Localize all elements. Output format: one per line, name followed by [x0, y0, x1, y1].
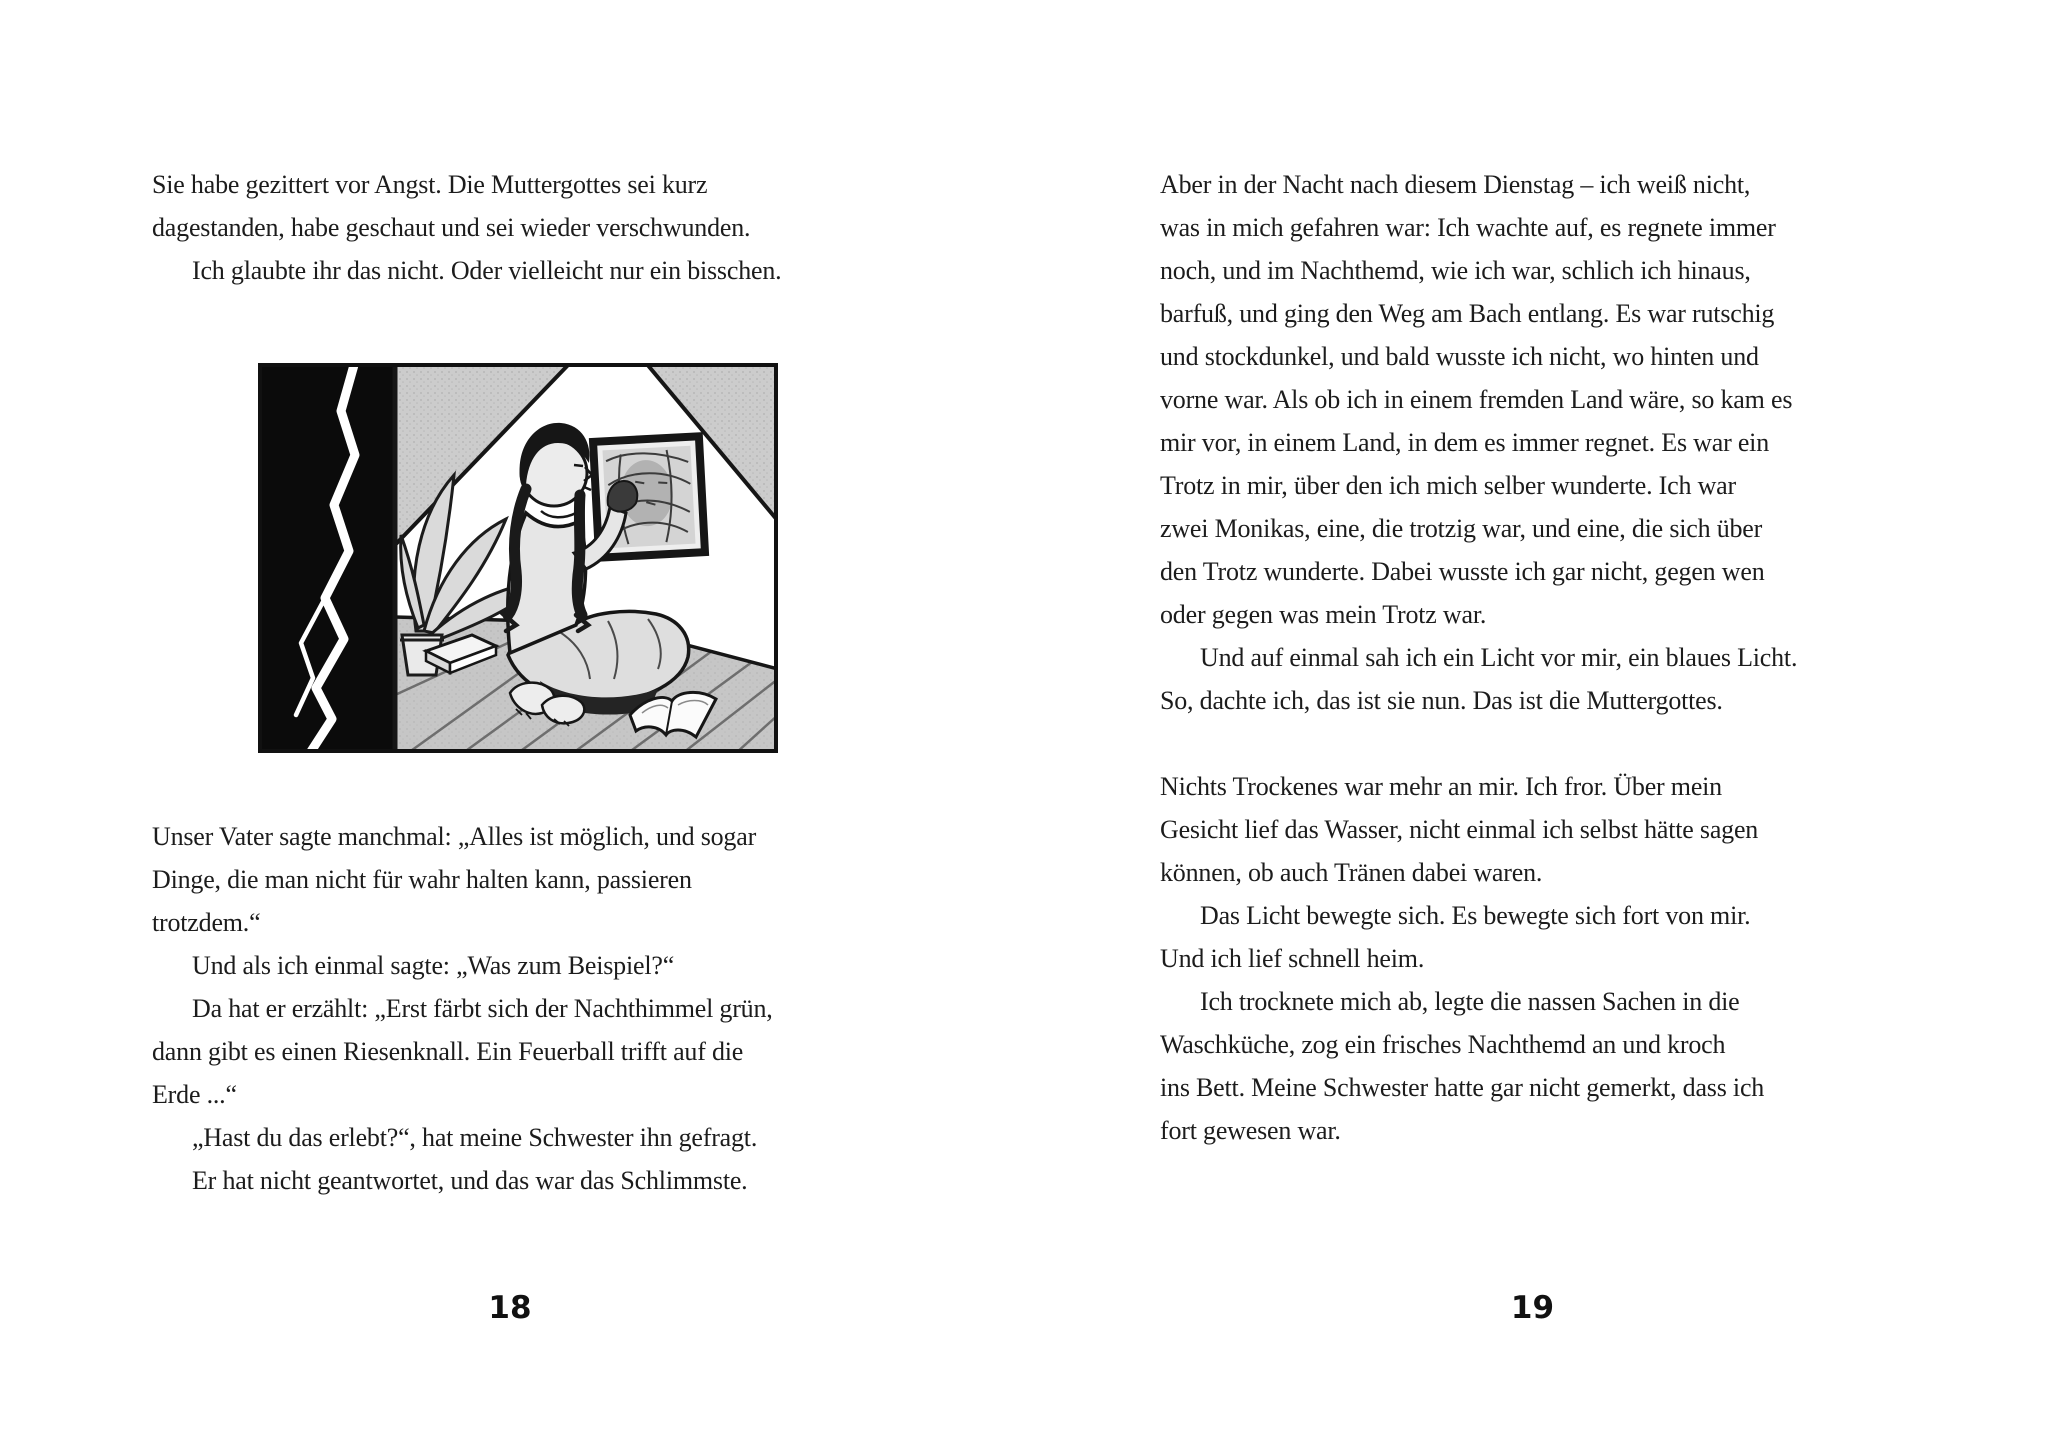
text-line: Trotz in mir, über den ich mich selber wunderte. Ich war	[1160, 471, 1736, 500]
left-paragraph-top	[152, 163, 912, 292]
text-line: Sie habe gezittert vor Angst. Die Muttergottes sei kurz	[152, 170, 708, 199]
text-line: ins Bett. Meine Schwester hatte gar nicht gemerkt, dass ich	[1160, 1073, 1765, 1102]
text-line: Da hat er erzählt: „Erst färbt sich der Nachthimmel grün,	[192, 994, 773, 1023]
text-line: Er hat nicht geantwortet, und das war das Schlimmste.	[192, 1166, 748, 1195]
text-line: den Trotz wunderte. Dabei wusste ich gar nicht, gegen wen	[1160, 557, 1765, 586]
text-line: Dinge, die man nicht für wahr halten kann, passieren	[152, 865, 692, 894]
text-line: dagestanden, habe geschaut und sei wieder verschwunden.	[152, 213, 751, 242]
text-line: barfuß, und ging den Weg am Bach entlang. Es war rutschig	[1160, 299, 1775, 328]
illustration-drawing	[258, 363, 778, 753]
page-number-right: 19	[1510, 1290, 1555, 1326]
text-line: Und auf einmal sah ich ein Licht vor mir, ein blaues Licht.	[1200, 643, 1798, 672]
text-line: fort gewesen war.	[1160, 1116, 1341, 1145]
text-line: was in mich gefahren war: Ich wachte auf, es regnete immer	[1160, 213, 1776, 242]
text-line: oder gegen was mein Trotz war.	[1160, 600, 1487, 629]
text-line: Aber in der Nacht nach diesem Dienstag – ich weiß nicht,	[1160, 170, 1751, 199]
page-number-left: 18	[488, 1290, 532, 1326]
right-paragraph-bottom	[1160, 765, 1940, 1152]
text-line: mir vor, in einem Land, in dem es immer regnet. Es war ein	[1160, 428, 1770, 457]
text-line: zwei Monikas, eine, die trotzig war, und eine, die sich über	[1160, 514, 1763, 543]
text-line: trotzdem.“	[152, 908, 261, 937]
text-line: vorne war. Als ob ich in einem fremden Land wäre, so kam es	[1160, 385, 1793, 414]
text-line: Gesicht lief das Wasser, nicht einmal ich selbst hätte sagen	[1160, 815, 1759, 844]
text-line: So, dachte ich, das ist sie nun. Das ist die Muttergottes.	[1160, 686, 1723, 715]
text-line: Unser Vater sagte manchmal: „Alles ist möglich, und sogar	[152, 822, 757, 851]
right-paragraph-top	[1160, 163, 1940, 722]
text-line: dann gibt es einen Riesenknall. Ein Feuerball trifft auf die	[152, 1037, 744, 1066]
text-line: und stockdunkel, und bald wusste ich nicht, wo hinten und	[1160, 342, 1759, 371]
night-window-panel	[258, 363, 395, 753]
text-line: Und als ich einmal sagte: „Was zum Beispiel?“	[192, 951, 675, 980]
text-line: noch, und im Nachthemd, wie ich war, schlich ich hinaus,	[1160, 256, 1751, 285]
left-paragraph-bottom	[152, 815, 912, 1202]
text-line: „Hast du das erlebt?“, hat meine Schwester ihn gefragt.	[192, 1123, 758, 1152]
text-line: Erde ...“	[152, 1080, 237, 1109]
text-line: Das Licht bewegte sich. Es bewegte sich fort von mir.	[1200, 901, 1751, 930]
illustration	[258, 363, 778, 753]
girl-hand	[608, 481, 638, 512]
text-line: können, ob auch Tränen dabei waren.	[1160, 858, 1543, 887]
text-line: Nichts Trockenes war mehr an mir. Ich fror. Über mein	[1160, 772, 1722, 801]
text-line: Waschküche, zog ein frisches Nachthemd an und kroch	[1160, 1030, 1726, 1059]
text-line: Ich glaubte ihr das nicht. Oder vielleicht nur ein bisschen.	[192, 256, 782, 285]
text-line: Ich trocknete mich ab, legte die nassen Sachen in die	[1200, 987, 1740, 1016]
text-line: Und ich lief schnell heim.	[1160, 944, 1425, 973]
